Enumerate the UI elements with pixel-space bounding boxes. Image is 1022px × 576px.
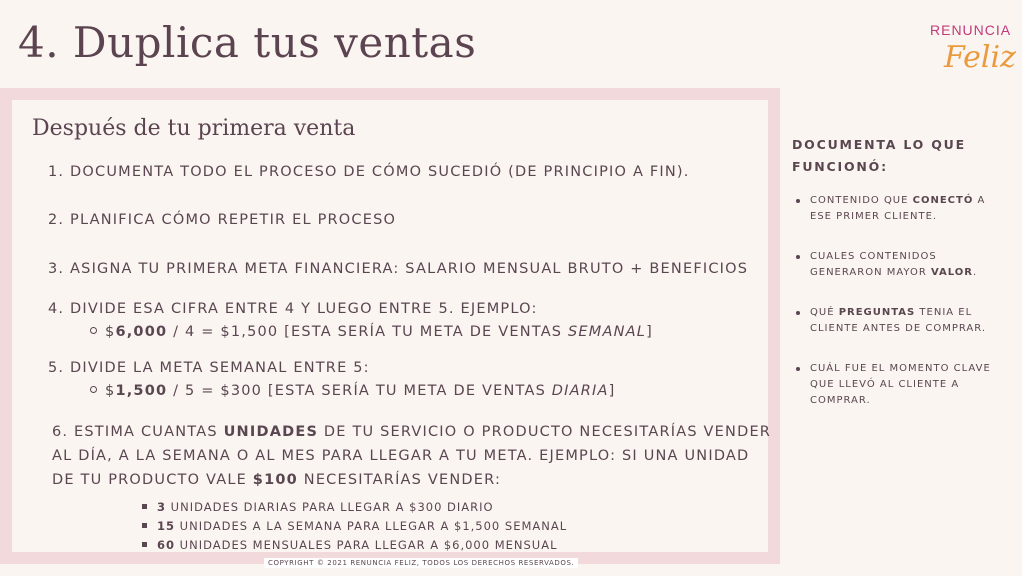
content-frame [0,88,780,564]
content-panel [12,100,772,552]
example-text: $ [105,324,116,340]
example-text: ] [646,324,653,340]
square-bullet-icon [142,542,147,547]
copyright-notice: COPYRIGHT © 2021 RENUNCIA FELIZ, TODOS LOS DERECHOS RESERVADOS. [264,558,578,568]
sidebar-bold: CONECTÓ [912,195,974,206]
unit-bullet [142,500,494,514]
sidebar-item [796,361,1006,409]
sidebar-item [796,305,1006,337]
step-5-example [90,383,616,399]
unit-text: UNIDADES DIARIAS PARA LLEGAR A $300 DIARIO [166,500,494,514]
sidebar-bold: PREGUNTAS [838,307,916,318]
step-6-line-1 [52,420,771,444]
sidebar-text: . [973,267,978,278]
sidebar-text: A ESE PRIMER CLIENTE. [810,195,986,222]
example-text: ] [608,383,616,399]
example-bold: 6,000 [115,324,168,340]
page-title: 4. Duplica tus ventas [18,18,477,67]
example-text: $ [105,383,116,399]
step-4-example [90,324,653,340]
sidebar-list [796,193,1006,433]
bullet-dot-icon [796,311,800,315]
unit-count: 3 [157,500,167,514]
step-6-bold: $100 [252,472,298,488]
bullet-dot-icon [796,255,800,259]
unit-text: UNIDADES MENSUALES PARA LLEGAR A $6,000 MENSUAL [175,538,558,552]
bullet-dot-icon [796,199,800,203]
sidebar-heading: DOCUMENTA LO QUE FUNCIONÓ: [792,137,966,174]
sidebar-text: TENIA EL CLIENTE ANTES DE COMPRAR. [810,307,987,334]
sidebar-text: CONTENIDO QUE [810,195,913,206]
step-6-bold: UNIDADES [223,424,319,440]
step-6-text: 6. ESTIMA CUANTAS [52,424,224,440]
unit-count: 60 [157,538,176,552]
unit-bullet [142,538,558,552]
sidebar-bold: VALOR [930,267,974,278]
circle-bullet-icon [90,327,97,334]
step-6-line-2: AL DÍA, A LA SEMANA O AL MES PARA LLEGAR A TU META. EJEMPLO: SI UNA UNIDAD [52,448,750,464]
example-italic: SEMANAL [568,324,647,340]
step-4: 4. DIVIDE ESA CIFRA ENTRE 4 Y LUEGO ENTRE 5. EJEMPLO: [48,301,538,317]
circle-bullet-icon [90,386,97,393]
sidebar-item [796,193,1006,225]
unit-count: 15 [157,519,176,533]
step-6-line-3 [52,468,771,492]
step-6 [52,420,771,492]
section-subtitle: Después de tu primera venta [32,116,356,141]
square-bullet-icon [142,523,147,528]
step-3: 3. ASIGNA TU PRIMERA META FINANCIERA: SALARIO MENSUAL BRUTO + BENEFICIOS [48,261,749,277]
bullet-dot-icon [796,367,800,371]
sidebar-text: QUÉ [810,307,839,318]
logo-text-renuncia: RENUNCIA [930,22,1012,38]
sidebar-text: CUALES CONTENIDOS GENERARON MAYOR [810,251,937,278]
example-bold: 1,500 [115,383,168,399]
sidebar-text: CUÁL FUE EL MOMENTO CLAVE QUE LLEVÓ AL CLIENTE A COMPRAR. [810,363,991,406]
step-6-text: NECESITARÍAS VENDER: [297,472,502,488]
step-2: 2. PLANIFICA CÓMO REPETIR EL PROCESO [48,212,397,228]
square-bullet-icon [142,504,147,509]
step-6-text: DE TU SERVICIO O PRODUCTO NECESITARÍAS VENDER [318,424,772,440]
step-6-text: DE TU PRODUCTO VALE [52,472,253,488]
example-italic: DIARIA [551,383,609,399]
brand-logo [930,14,1014,84]
sidebar-item [796,249,1006,281]
step-1: 1. DOCUMENTA TODO EL PROCESO DE CÓMO SUCEDIÓ (DE PRINCIPIO A FIN). [48,164,690,180]
example-text: / 4 = $1,500 [ESTA SERÍA TU META DE VENTAS [167,324,569,340]
unit-text: UNIDADES A LA SEMANA PARA LLEGAR A $1,500 SEMANAL [175,519,568,533]
example-text: / 5 = $300 [ESTA SERÍA TU META DE VENTAS [167,383,552,399]
step-5: 5. DIVIDE LA META SEMANAL ENTRE 5: [48,360,370,376]
logo-text-feliz: Feliz [944,40,1016,75]
unit-bullet [142,519,567,533]
